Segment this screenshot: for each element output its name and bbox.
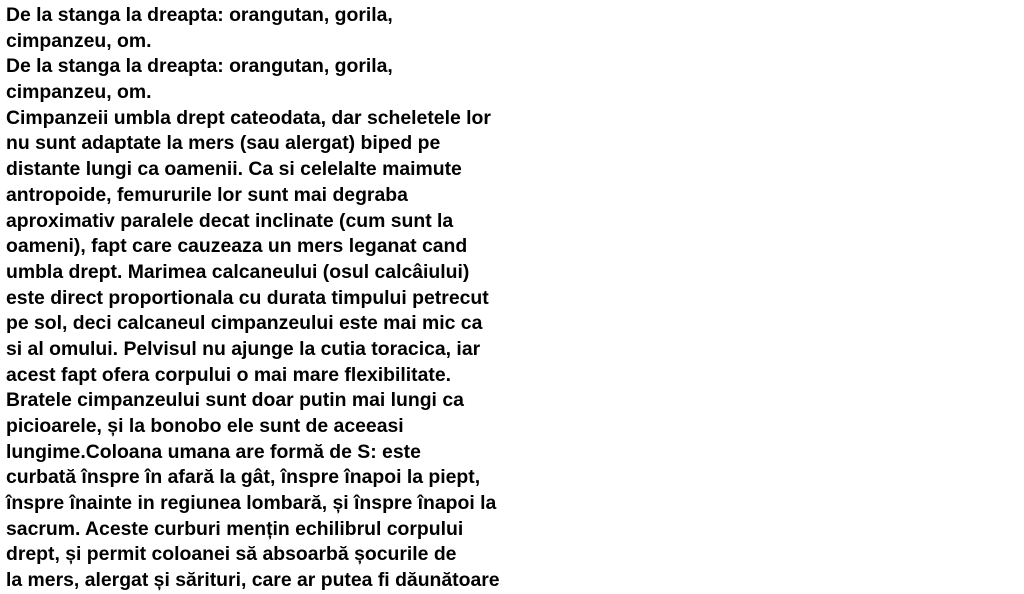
text-line: nu sunt adaptate la mers (sau alergat) biped pe: [6, 132, 441, 155]
text-line: lungime.Coloana umana are formă de S: este: [6, 440, 421, 463]
text-line: si al omului. Pelvisul nu ajunge la cutia toracica, iar: [6, 337, 481, 360]
text-line: cimpanzeu, om.: [6, 81, 152, 104]
text-line: la mers, alergat și sărituri, care ar putea fi dăunătoare: [6, 569, 500, 592]
text-line: aproximativ paralele decat inclinate (cum sunt la: [6, 209, 454, 232]
text-line: Bratele cimpanzeului sunt doar putin mai lungi ca: [6, 389, 464, 412]
text-line: drept, și permit coloanei să absoarbă șocurile de: [6, 543, 457, 566]
text-line: este direct proportionala cu durata timpului petrecut: [6, 286, 489, 309]
slide-text-body: [6, 3, 566, 594]
text-line: Cimpanzeii umbla drept cateodata, dar scheletele lor: [6, 106, 491, 129]
text-line: înspre înainte in regiunea lombară, și înspre înapoi la: [6, 492, 497, 515]
text-line: sacrum. Aceste curburi mențin echilibrul corpului: [6, 517, 464, 540]
text-line: distante lungi ca oamenii. Ca si celelalte maimute: [6, 158, 462, 181]
text-line: acest fapt ofera corpului o mai mare flexibilitate.: [6, 363, 452, 386]
text-line: umbla drept. Marimea calcaneului (osul calcâiului): [6, 260, 470, 283]
text-line: curbată înspre în afară la gât, înspre înapoi la piept,: [6, 466, 481, 489]
text-line: antropoide, femururile lor sunt mai degraba: [6, 183, 408, 206]
text-line: pe sol, deci calcaneul cimpanzeului este mai mic ca: [6, 312, 483, 335]
text-line: De la stanga la dreapta: orangutan, gorila,: [6, 4, 393, 26]
text-line: picioarele, și la bonobo ele sunt de aceeasi: [6, 415, 404, 437]
text-line: oameni), fapt care cauzeaza un mers leganat cand: [6, 235, 468, 258]
text-line: De la stanga la dreapta: orangutan, gorila,: [6, 55, 393, 78]
text-line: cimpanzeu, om.: [6, 29, 152, 52]
